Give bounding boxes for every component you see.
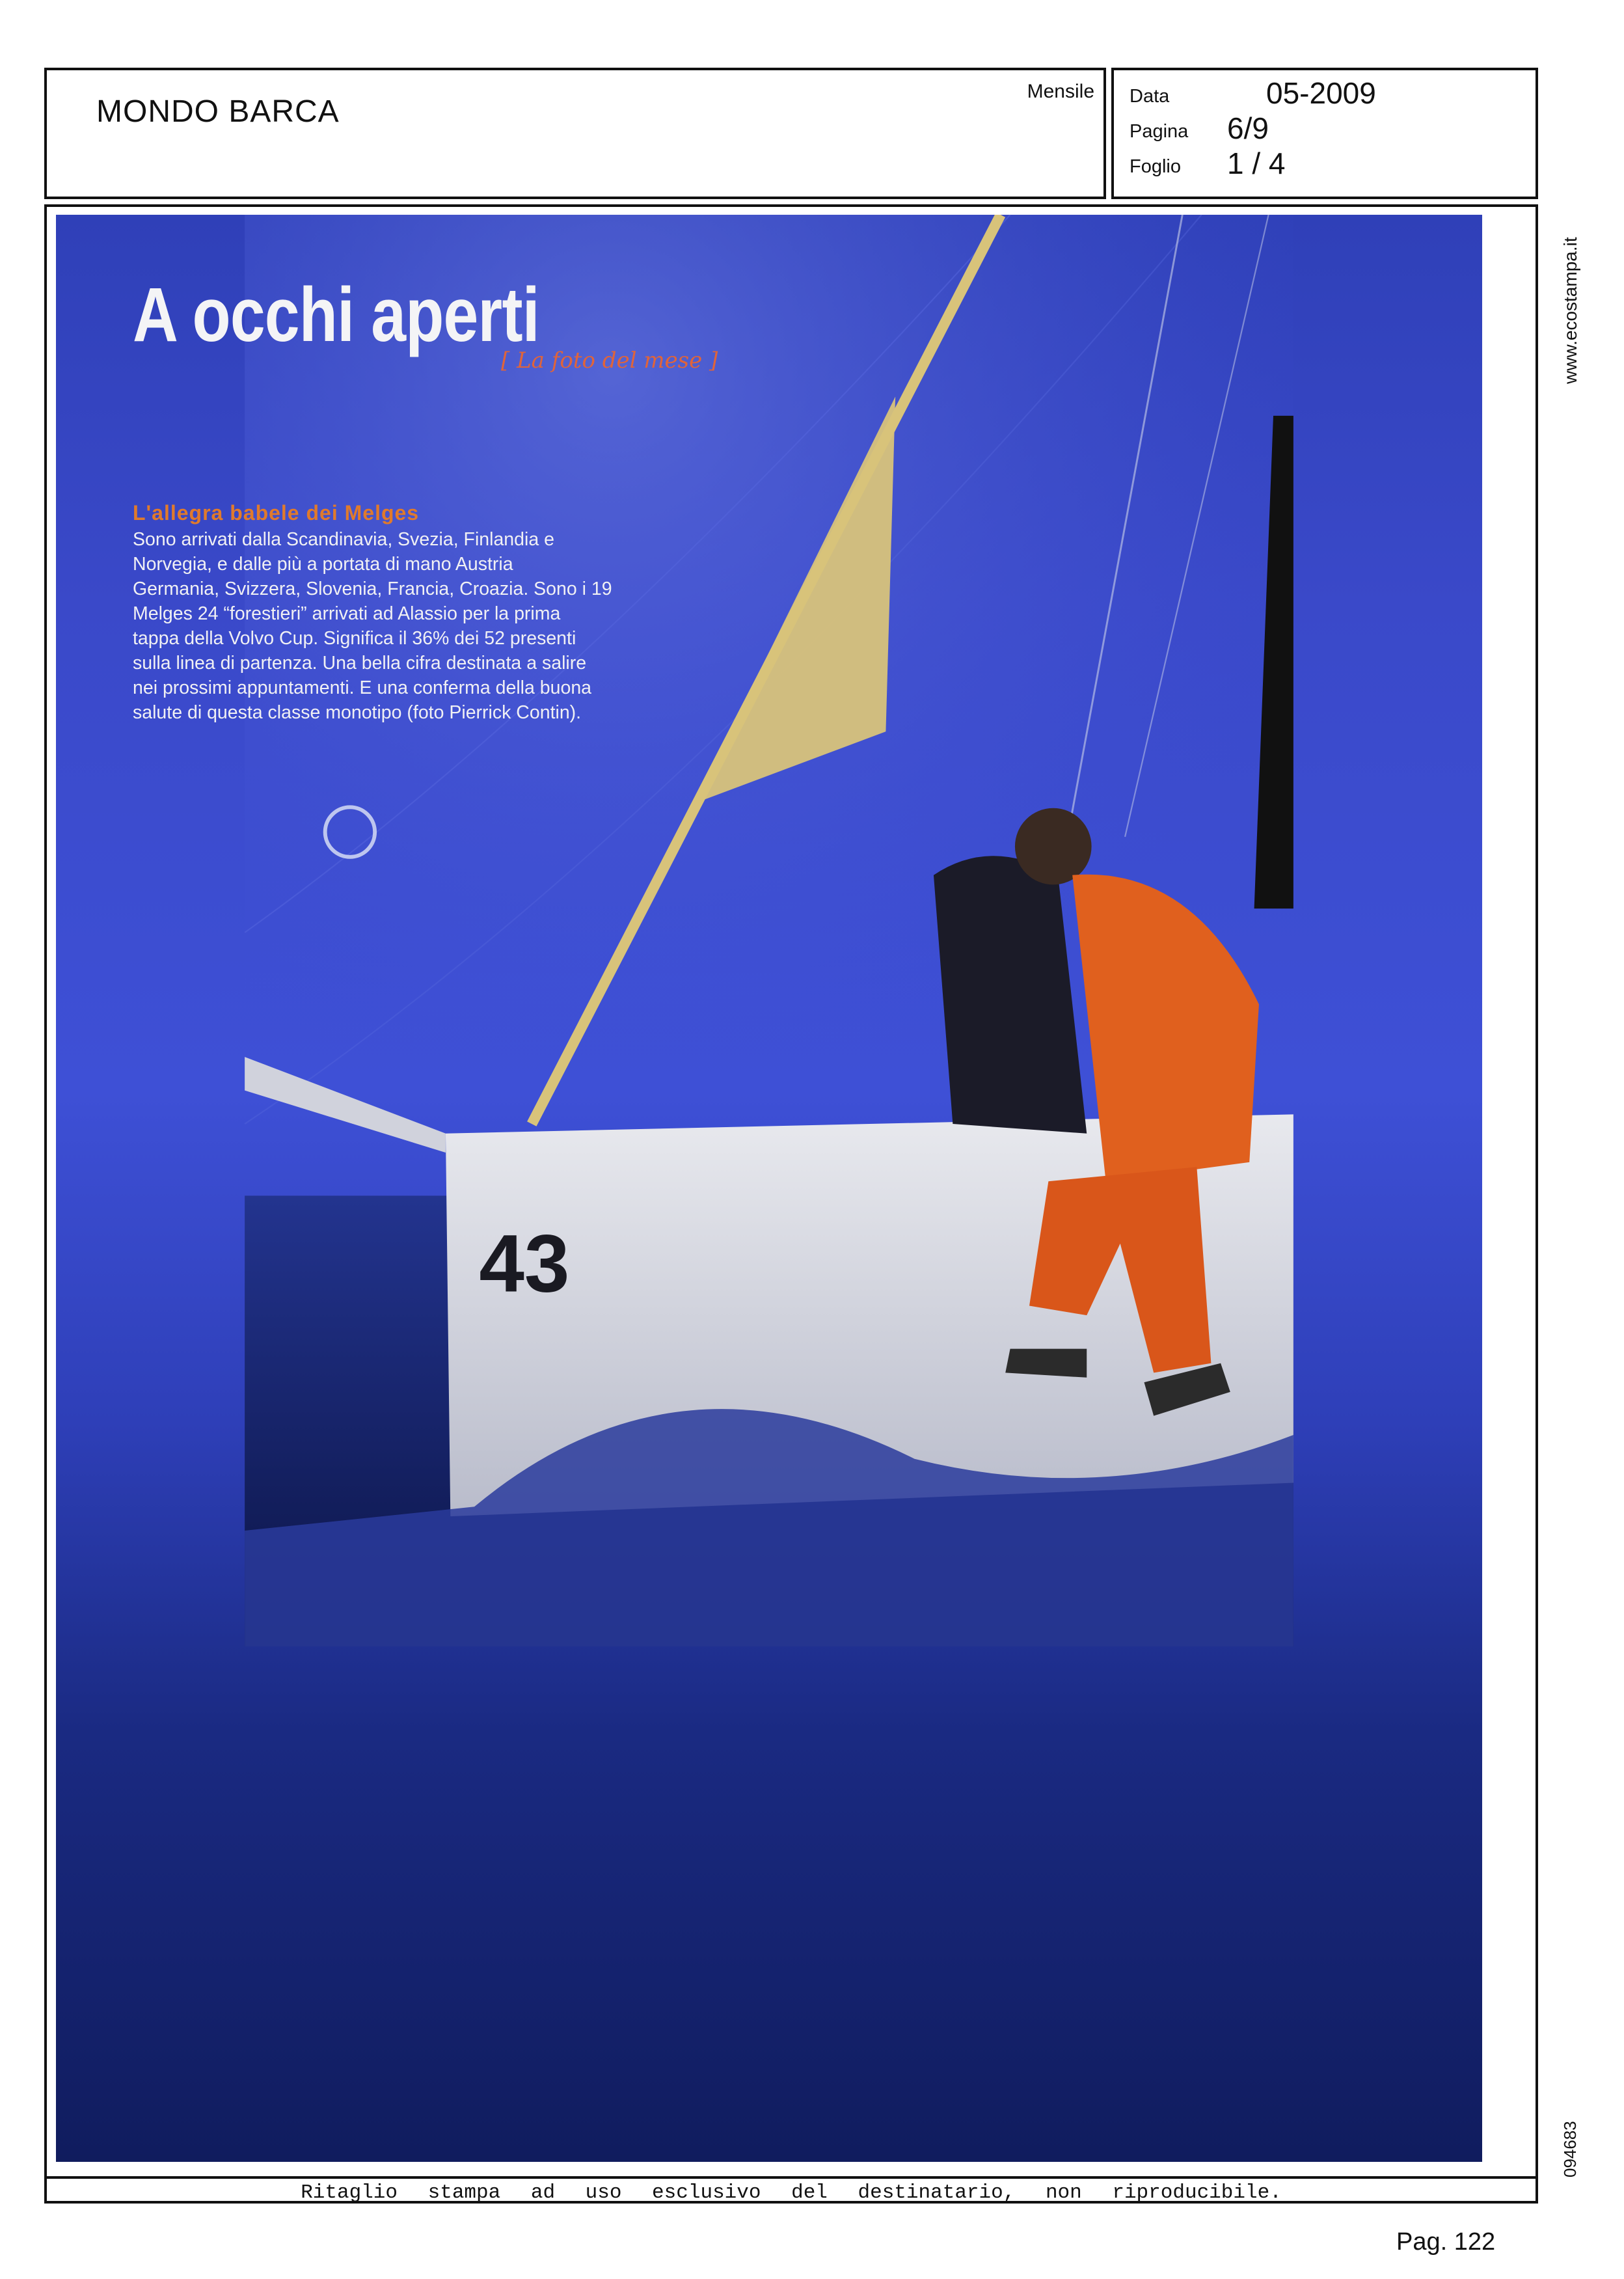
article-photo [56, 215, 1482, 2162]
foglio-label: Foglio [1130, 156, 1181, 177]
caption-body [133, 527, 627, 725]
hull-number: 43 [479, 1218, 570, 1309]
footer-divider [47, 2176, 1536, 2179]
caption-line: Germania, Svizzera, Slovenia, Francia, Croazia. Sono i 19 [133, 579, 612, 599]
footer-notice: Ritaglio stampa ad uso esclusivo del destinatario, non riproducibile. [301, 2181, 1282, 2204]
crew-head [1015, 808, 1092, 885]
side-code: 094683 [1560, 2121, 1580, 2177]
page-number: Pag. 122 [1396, 2228, 1496, 2256]
publication-name: MONDO BARCA [96, 94, 340, 129]
data-value: 05-2009 [1266, 76, 1376, 110]
caption-line: Norvegia, e dalle più a portata di mano Austria [133, 554, 513, 575]
crew-shoe-left [1005, 1349, 1087, 1378]
caption-line: tappa della Volvo Cup. Significa il 36% dei 52 presenti [133, 628, 576, 649]
article-subtitle: [ La foto del mese ] [501, 348, 718, 374]
caption-line: Melges 24 “forestieri” arrivati ad Alassio per la prima [133, 603, 561, 624]
side-url: www.ecostampa.it [1560, 237, 1580, 384]
caption-line: salute di questa classe monotipo (foto Pierrick Contin). [133, 702, 582, 723]
pagina-label: Pagina [1130, 121, 1189, 142]
caption-line: Sono arrivati dalla Scandinavia, Svezia, Finlandia e [133, 529, 554, 550]
caption-line: nei prossimi appuntamenti. E una conferma della buona [133, 677, 592, 698]
sailing-scene-illustration [56, 215, 1482, 1646]
header-publication-box [44, 68, 1106, 199]
pagina-value: 6/9 [1227, 111, 1269, 145]
header-meta-box [1111, 68, 1538, 199]
publication-frequency: Mensile [1027, 81, 1094, 102]
article-title: A occhi aperti [133, 272, 539, 358]
caption-title: L'allegra babele dei Melges [133, 501, 420, 525]
foglio-value: 1 / 4 [1227, 146, 1286, 180]
caption-line: sulla linea di partenza. Una bella cifra destinata a salire [133, 653, 587, 674]
data-label: Data [1130, 86, 1170, 107]
